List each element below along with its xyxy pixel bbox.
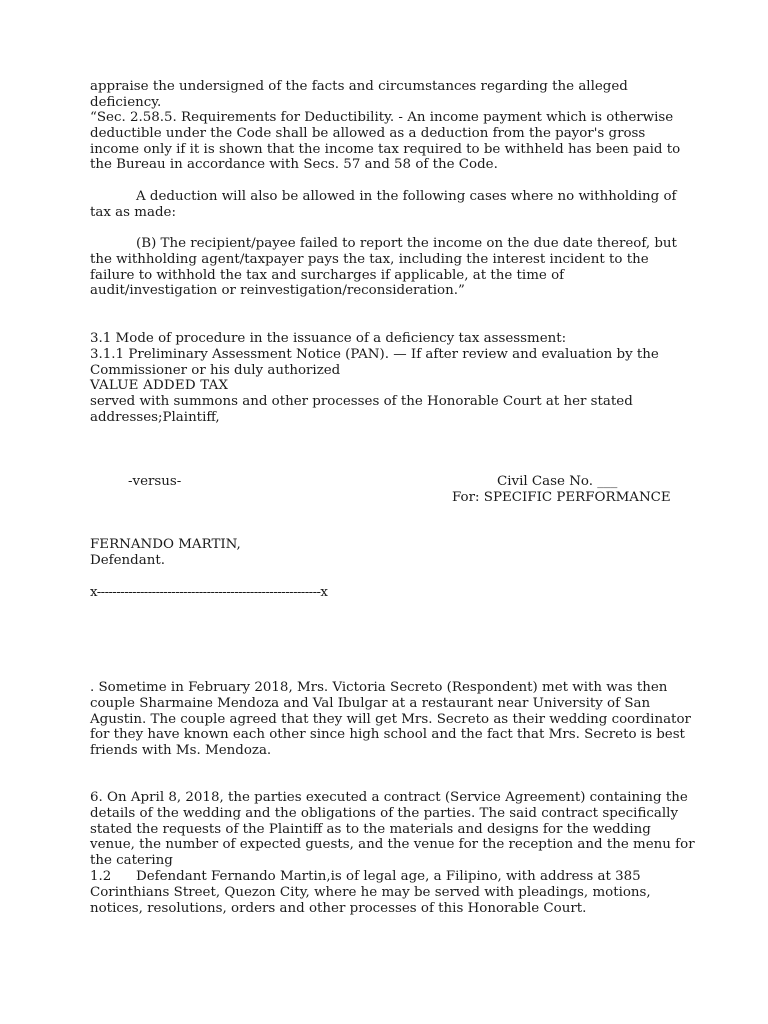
text-line: friends with Ms. Mendoza.: [90, 743, 272, 759]
text-line: stated the requests of the Plaintiff as to the materials and designs for the wedding: [90, 821, 651, 837]
text-line: venue, the number of expected guests, and the venue for the reception and the menu for: [90, 837, 695, 853]
text-line: A deduction will also be allowed in the following cases where no withholding of: [136, 189, 677, 204]
deduction-paragraph: [90, 189, 675, 221]
defendant-label: Defendant.: [90, 552, 165, 568]
text-line: Corinthians Street, Quezon City, where he may be served with pleadings, motions,: [90, 884, 651, 900]
paragraph-6: [90, 790, 695, 869]
text-line: notices, resolutions, orders and other processes of this Honorable Court.: [90, 900, 587, 916]
text-line: the catering: [90, 853, 173, 869]
case-type-label: For: SPECIFIC PERFORMANCE: [452, 490, 671, 505]
text-line: for they have known each other since high school and the fact that Mrs. Secreto is best: [90, 727, 685, 743]
text-line: appraise the undersigned of the facts and circumstances regarding the alleged: [90, 79, 628, 94]
text-line: served with summons and other processes of the Honorable Court at her stated: [90, 394, 633, 410]
text-line: Defendant Fernando Martin,is of legal age, a Filipino, with address at 385: [136, 869, 641, 884]
text-line: income only if it is shown that the income tax required to be withheld has been paid to: [90, 141, 681, 157]
paragraph-1-2: [90, 869, 675, 916]
procedure-paragraph: [90, 331, 675, 426]
text-line: deductible under the Code shall be allowed as a deduction from the payor's gross: [90, 125, 646, 141]
versus-label: -versus-: [128, 474, 182, 489]
intro-paragraph: [90, 79, 675, 111]
text-line: 3.1.1 Preliminary Assessment Notice (PAN). — If after review and evaluation by the: [90, 346, 659, 362]
text-line: failure to withhold the tax and surcharges if applicable, at the time of: [90, 267, 565, 283]
text-line: audit/investigation or reinvestigation/reconsideration.”: [90, 283, 465, 299]
text-line: addresses;Plaintiff,: [90, 409, 220, 425]
text-line: deficiency.: [90, 94, 162, 110]
text-line: 6. On April 8, 2018, the parties executed a contract (Service Agreement) containing the: [90, 790, 688, 805]
text-line: Agustin. The couple agreed that they will get Mrs. Secreto as their wedding coordinator: [90, 711, 691, 727]
text-line: couple Sharmaine Mendoza and Val Ibulgar at a restaurant near University of San: [90, 695, 651, 711]
text-line: tax as made:: [90, 204, 176, 220]
clause-b-paragraph: [90, 236, 675, 299]
defendant-name: FERNANDO MARTIN,: [90, 537, 241, 552]
defendant-block: [90, 537, 675, 569]
text-line: the withholding agent/taxpayer pays the tax, including the interest incident to the: [90, 251, 649, 267]
text-line: “Sec. 2.58.5. Requirements for Deductibility. - An income payment which is otherwise: [90, 110, 674, 125]
paragraph-number: 1.2: [90, 869, 112, 884]
civil-case-label: Civil Case No. ___: [497, 474, 618, 489]
text-line: the Bureau in accordance with Secs. 57 and 58 of the Code.: [90, 157, 498, 173]
text-line: VALUE ADDED TAX: [90, 378, 229, 394]
text-line: 3.1 Mode of procedure in the issuance of a deficiency tax assessment:: [90, 331, 567, 346]
text-line: details of the wedding and the obligations of the parties. The said contract specifically: [90, 805, 679, 821]
text-line: Commissioner or his duly authorized: [90, 362, 341, 378]
caption-separator: x---------------------------------------------------------x: [90, 585, 328, 600]
text-line: . Sometime in February 2018, Mrs. Victoria Secreto (Respondent) met with was then: [90, 680, 668, 695]
facts-paragraph: [90, 680, 691, 759]
sec-quote-paragraph: [90, 110, 681, 173]
text-line: (B) The recipient/payee failed to report the income on the due date thereof, but: [136, 236, 677, 251]
